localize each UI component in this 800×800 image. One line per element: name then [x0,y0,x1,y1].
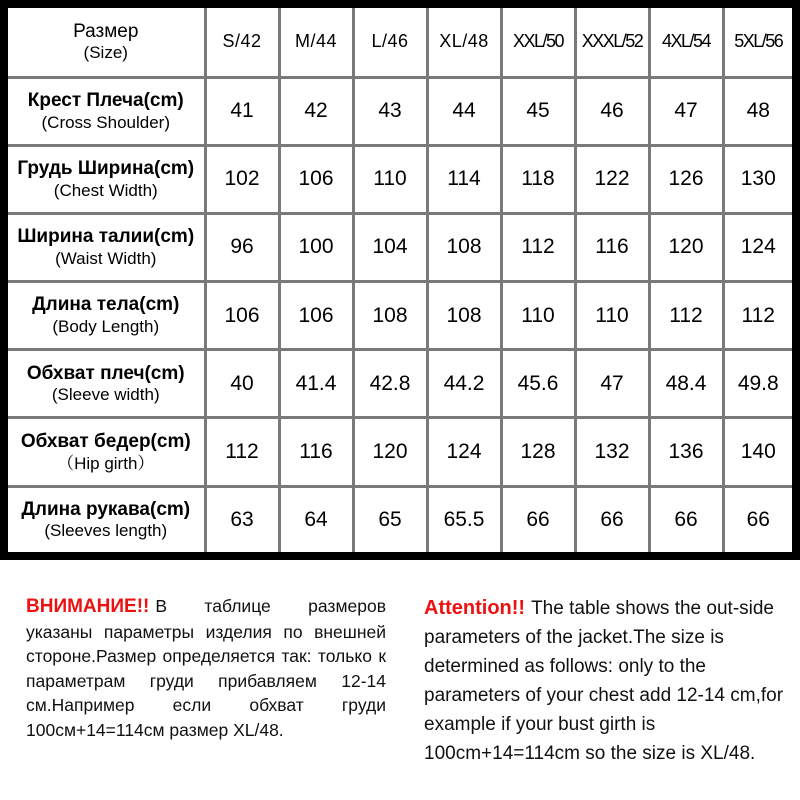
note-en-text: The table shows the out-side parameters of the jacket.The size is determined as follows: only to the parameters of your chest add 12-14 cm,for example if your bust girth is 100cm+14=114cm so the size is XL/48. [424,598,784,764]
value-cell: 112 [501,213,575,281]
row-label-cell [8,77,205,145]
value-cell: 106 [205,282,279,350]
value-cell: 66 [649,486,723,552]
value-cell: 49.8 [723,350,792,418]
value-cell: 65.5 [427,486,501,552]
value-cell: 63 [205,486,279,552]
value-cell: 48 [723,77,792,145]
warning-en: Attention!! [424,597,526,619]
row-label-en: (Chest Width) [53,180,158,200]
note-ru-text: В таблице размеров указаны параметры изделия по внешней стороне.Размер определяется так: только к параметрам груди прибавляем 12-14 см.Например если обхват груди 100см+14=114см размер XL/48. [26,596,386,740]
table-row-waist-width [8,213,792,281]
value-cell: 106 [279,282,353,350]
value-cell: 41 [205,77,279,145]
value-cell: 140 [723,418,792,486]
value-cell: 114 [427,145,501,213]
row-label-ru: Длина тела(cm) [32,294,180,316]
row-label-cell [8,213,205,281]
value-cell: 128 [501,418,575,486]
value-cell: 40 [205,350,279,418]
value-cell: 108 [353,282,427,350]
row-label-ru: Обхват плеч(cm) [26,362,185,384]
size-header: XXXL/52 [575,8,649,77]
value-cell: 47 [575,350,649,418]
value-cell: 104 [353,213,427,281]
value-cell: 126 [649,145,723,213]
warning-ru: ВНИМАНИЕ!! [26,596,150,617]
header-label-ru: Размер [73,20,139,42]
value-cell: 65 [353,486,427,552]
size-header: 5XL/56 [723,8,792,77]
size-header: L/46 [353,8,427,77]
value-cell: 43 [353,77,427,145]
value-cell: 112 [723,282,792,350]
value-cell: 45 [501,77,575,145]
value-cell: 118 [501,145,575,213]
size-header: XL/48 [427,8,501,77]
value-cell: 130 [723,145,792,213]
value-cell: 112 [205,418,279,486]
value-cell: 47 [649,77,723,145]
value-cell: 100 [279,213,353,281]
row-label-cell [8,282,205,350]
header-row [8,8,792,77]
row-label-cell [8,350,205,418]
value-cell: 116 [575,213,649,281]
header-label-en: (Size) [83,43,128,63]
value-cell: 48.4 [649,350,723,418]
row-label-cell [8,486,205,552]
value-cell: 120 [649,213,723,281]
row-label-en: (Sleeve width) [51,385,160,405]
value-cell: 132 [575,418,649,486]
value-cell: 66 [575,486,649,552]
value-cell: 124 [427,418,501,486]
row-label-ru: Грудь Ширина(cm) [17,158,195,180]
table-row-chest-width [8,145,792,213]
value-cell: 110 [575,282,649,350]
size-header: XXL/50 [501,8,575,77]
size-header: M/44 [279,8,353,77]
value-cell: 108 [427,282,501,350]
value-cell: 110 [501,282,575,350]
value-cell: 96 [205,213,279,281]
value-cell: 102 [205,145,279,213]
table-row-cross-shoulder [8,77,792,145]
value-cell: 112 [649,282,723,350]
value-cell: 66 [723,486,792,552]
value-cell: 66 [501,486,575,552]
value-cell: 110 [353,145,427,213]
size-header: S/42 [205,8,279,77]
table-row-hip-girth [8,418,792,486]
row-label-cell [8,418,205,486]
note-ru [26,594,386,742]
table-row-sleeve-width [8,350,792,418]
value-cell: 106 [279,145,353,213]
row-label-ru: Длина рукава(cm) [21,498,191,520]
row-label-en: （Hip girth） [57,453,155,473]
row-label-ru: Обхват бедер(cm) [20,430,191,452]
value-cell: 136 [649,418,723,486]
table-row-body-length [8,282,792,350]
value-cell: 42.8 [353,350,427,418]
value-cell: 120 [353,418,427,486]
header-label-cell [8,8,205,77]
row-label-cell [8,145,205,213]
value-cell: 108 [427,213,501,281]
value-cell: 44.2 [427,350,501,418]
value-cell: 122 [575,145,649,213]
row-label-en: (Body Length) [52,317,160,337]
value-cell: 116 [279,418,353,486]
value-cell: 41.4 [279,350,353,418]
value-cell: 44 [427,77,501,145]
note-en [424,594,784,768]
value-cell: 45.6 [501,350,575,418]
row-label-en: (Waist Width) [55,249,157,269]
table-row-sleeves-length [8,486,792,552]
row-label-en: (Sleeves length) [44,521,168,541]
value-cell: 64 [279,486,353,552]
row-label-ru: Ширина талии(cm) [17,226,195,248]
row-label-ru: Крест Плеча(cm) [27,89,184,111]
size-header: 4XL/54 [649,8,723,77]
row-label-en: (Cross Shoulder) [41,112,170,132]
value-cell: 124 [723,213,792,281]
value-cell: 46 [575,77,649,145]
size-chart-table [8,8,792,552]
value-cell: 42 [279,77,353,145]
